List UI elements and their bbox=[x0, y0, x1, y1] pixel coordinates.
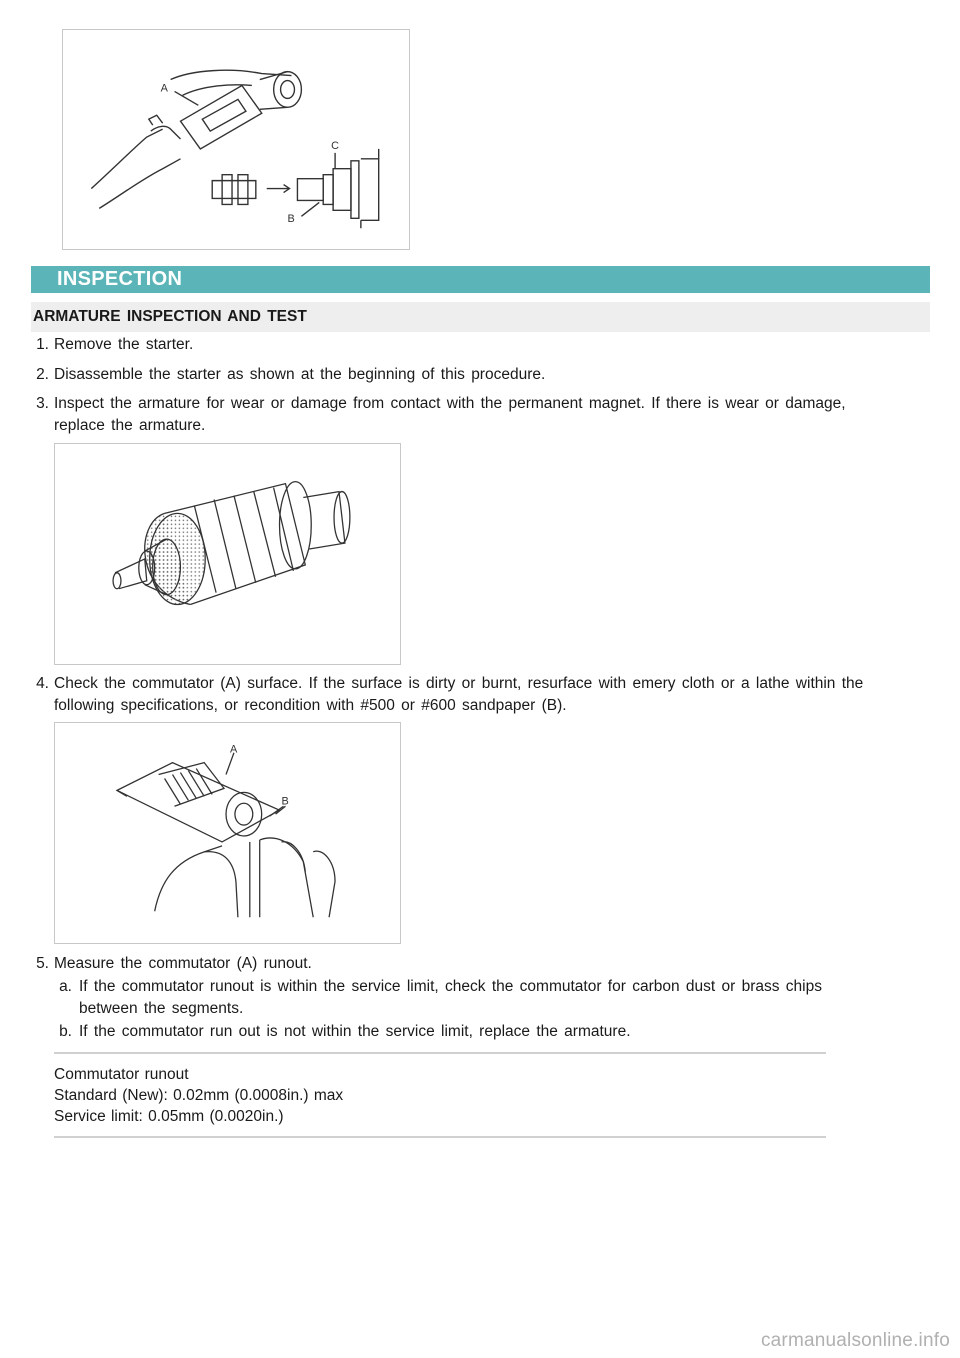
figure-label-a: A bbox=[229, 743, 238, 756]
step-text: Measure the commutator (A) runout. bbox=[54, 955, 312, 972]
step-text-line-1: Inspect the armature for wear or damage from contact with the permanent magnet. If there is wear or damage, bbox=[54, 395, 846, 412]
spec-service-limit: Service limit: 0.05mm (0.0020in.) bbox=[54, 1108, 284, 1125]
step-number: 5. bbox=[36, 955, 49, 972]
step-4 bbox=[31, 673, 931, 717]
step-text-line-2: replace the armature. bbox=[54, 417, 206, 434]
step-number: 4. bbox=[36, 675, 49, 692]
spec-bottom-divider bbox=[54, 1136, 826, 1138]
substep-text: If the commutator run out is not within the service limit, replace the armature. bbox=[79, 1023, 631, 1040]
armature-figure bbox=[54, 443, 401, 665]
spec-title: Commutator runout bbox=[54, 1066, 189, 1083]
commutator-sanding-figure bbox=[54, 722, 401, 944]
figure-label-a: A bbox=[160, 82, 168, 95]
step-text-line-2: following specifications, or recondition with #500 or #600 sandpaper (B). bbox=[54, 697, 567, 714]
figure-label-b: B bbox=[281, 795, 289, 808]
step-number: 3. bbox=[36, 395, 49, 412]
starter-disassembly-figure bbox=[62, 29, 410, 250]
section-title: INSPECTION bbox=[31, 266, 930, 293]
armature-illustration bbox=[55, 444, 400, 664]
step-text: Remove the starter. bbox=[54, 336, 194, 353]
substep-letter: b. bbox=[59, 1023, 72, 1040]
spec-standard: Standard (New): 0.02mm (0.0008in.) max bbox=[54, 1087, 344, 1104]
substep-letter: a. bbox=[59, 978, 72, 995]
figure-label-c: C bbox=[331, 139, 340, 152]
step-3 bbox=[31, 393, 911, 437]
substep-text-line-1: If the commutator runout is within the service limit, check the commutator for carbon dust or brass chips bbox=[79, 978, 822, 995]
commutator-sanding-illustration bbox=[55, 723, 400, 943]
starter-disassembly-illustration bbox=[63, 30, 409, 249]
step-number: 1. bbox=[36, 336, 49, 353]
substep-a bbox=[54, 976, 914, 1020]
step-text-line-1: Check the commutator (A) surface. If the surface is dirty or burnt, resurface with emery cloth or a lathe within the bbox=[54, 675, 864, 692]
figure-label-b: B bbox=[287, 213, 295, 226]
subsection-title: ARMATURE INSPECTION AND TEST bbox=[31, 302, 930, 332]
watermark: carmanualsonline.info bbox=[760, 1330, 950, 1351]
step-text: Disassemble the starter as shown at the beginning of this procedure. bbox=[54, 366, 546, 383]
substep-text-line-2: between the segments. bbox=[79, 1000, 244, 1017]
step-number: 2. bbox=[36, 366, 49, 383]
spec-top-divider bbox=[54, 1052, 826, 1054]
